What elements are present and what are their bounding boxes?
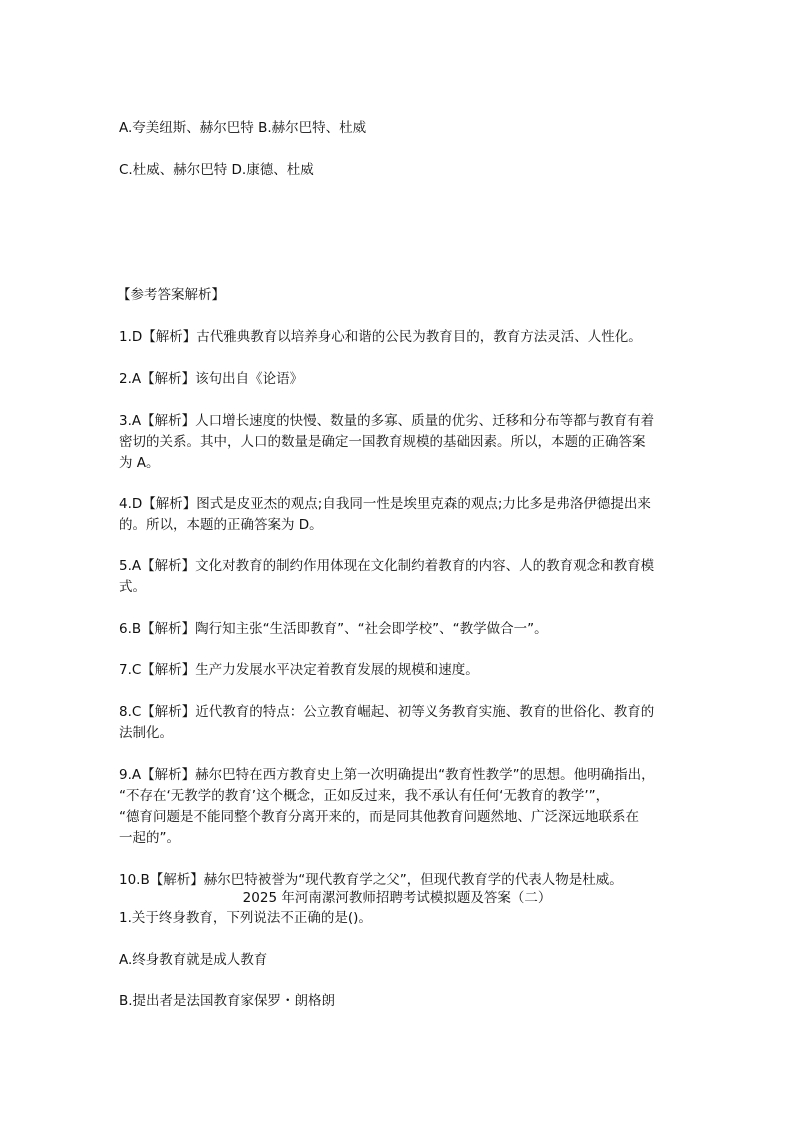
answer-7 [119,660,689,681]
answer-line: 1.D【解析】古代雅典教育以培养身心和谐的公民为教育目的，教育方法灵活、人性化。 [119,329,642,345]
answer-line: 法制化。 [119,725,173,741]
answer-2 [119,369,689,390]
answer-5 [119,556,689,598]
answer-3 [119,411,689,474]
answer-line: “不存在‘无教学的教育’这个概念，正如反过来，我不承认有任何‘无教育的教学’”， [119,788,610,804]
answer-line: 8.C【解析】近代教育的特点：公立教育崛起、初等义务教育实施、教育的世俗化、教育的 [119,704,655,720]
answer-1 [119,327,689,348]
answer-line: 4.D【解析】图式是皮亚杰的观点;自我同一性是埃里克森的观点;力比多是弗洛伊德提出来 [119,496,651,512]
answer-line: 式。 [119,579,146,595]
answer-line: 10.B【解析】赫尔巴特被誉为“现代教育学之父”，但现代教育学的代表人物是杜威。 [119,872,623,888]
prev-options-line-1: A.夸美纽斯、赫尔巴特 B.赫尔巴特、杜威 [119,120,367,136]
answer-line: “德育问题是不能同整个教育分离开来的，而是同其他教育问题然地、广泛深远地联系在 [119,809,639,825]
question-option-b: B.提出者是法国教育家保罗・朗格朗 [119,993,336,1009]
answer-line: 9.A【解析】赫尔巴特在西方教育史上第一次明确提出“教育性教学”的思想。他明确指出， [119,767,655,783]
answer-line: 2.A【解析】该句出自《论语》 [119,371,304,387]
answer-line: 密切的关系。其中，人口的数量是确定一国教育规模的基础因素。所以，本题的正确答案 [119,434,646,450]
answer-line: 6.B【解析】陶行知主张“生活即教育”、“社会即学校”、“教学做合一”。 [119,621,548,637]
answer-line: 的。所以，本题的正确答案为 D。 [119,517,323,533]
answers-heading: 【参考答案解析】 [117,287,225,303]
answer-line: 5.A【解析】文化对教育的制约作用体现在文化制约着教育的内容、人的教育观念和教育模 [119,558,655,574]
answer-8 [119,702,689,744]
question-stem: 1.关于终身教育，下列说法不正确的是()。 [119,910,372,926]
answer-9 [119,765,689,849]
answer-line: 一起的”。 [119,830,180,846]
question-option-a: A.终身教育就是成人教育 [119,952,268,968]
prev-options-line-2: C.杜威、赫尔巴特 D.康德、杜威 [119,162,314,178]
answer-6 [119,619,689,640]
answer-line: 3.A【解析】人口增长速度的快慢、数量的多寡、质量的优劣、迁移和分布等都与教育有着 [119,413,655,429]
answer-line: 为 A。 [119,455,160,471]
answer-4 [119,494,689,536]
section-title: 2025 年河南漯河教师招聘考试模拟题及答案（二） [242,890,552,906]
answer-line: 7.C【解析】生产力发展水平决定着教育发展的规模和速度。 [119,662,479,678]
